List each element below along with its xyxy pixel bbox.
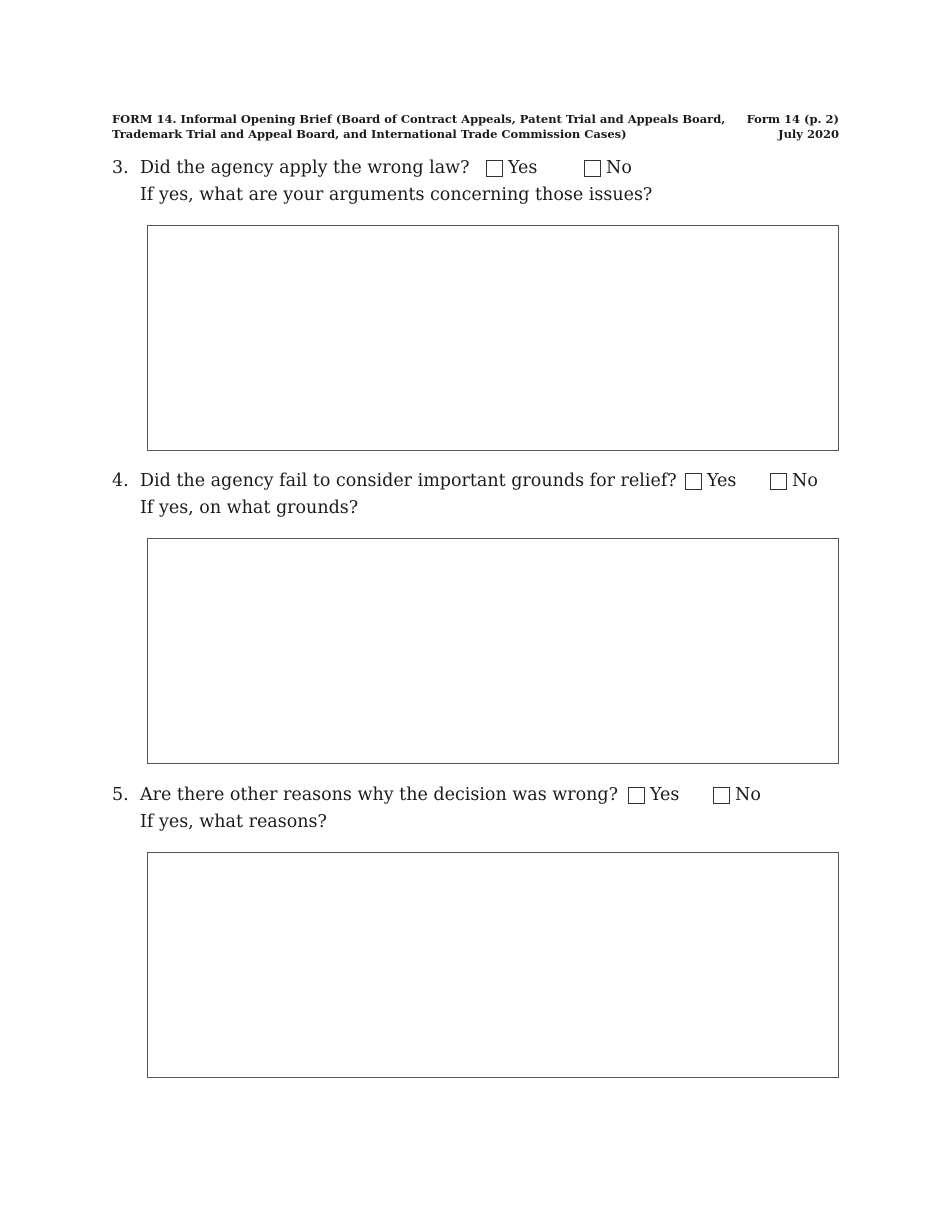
question-5-text: Are there other reasons why the decision was wrong? bbox=[140, 785, 618, 805]
question-3-yes-option[interactable] bbox=[486, 155, 537, 182]
question-3-answer-box[interactable] bbox=[147, 225, 839, 451]
question-4-yes-label: Yes bbox=[707, 471, 737, 491]
question-4-followup: If yes, on what grounds? bbox=[140, 498, 359, 518]
question-4-text: Did the agency fail to consider important grounds for relief? bbox=[140, 471, 677, 491]
question-3-yes-label: Yes bbox=[508, 158, 538, 178]
question-3-followup: If yes, what are your arguments concerning those issues? bbox=[140, 185, 653, 205]
question-5-number: 5. bbox=[112, 785, 129, 805]
question-5-followup: If yes, what reasons? bbox=[140, 812, 327, 832]
form-title-line-1: FORM 14. Informal Opening Brief (Board of Contract Appeals, Patent Trial and Appeals Board, bbox=[112, 112, 726, 126]
question-4-answer-box[interactable] bbox=[147, 538, 839, 764]
form-title-line-2: Trademark Trial and Appeal Board, and International Trade Commission Cases) bbox=[112, 127, 627, 141]
question-3-no-checkbox[interactable] bbox=[584, 160, 601, 177]
form-date: July 2020 bbox=[778, 127, 839, 141]
question-4-yes-option[interactable] bbox=[685, 468, 736, 495]
question-5-yes-option[interactable] bbox=[628, 782, 679, 809]
question-3 bbox=[112, 155, 652, 209]
question-5-yes-checkbox[interactable] bbox=[628, 787, 645, 804]
question-5-answer-box[interactable] bbox=[147, 852, 839, 1078]
question-3-text: Did the agency apply the wrong law? bbox=[140, 158, 470, 178]
form-title bbox=[112, 112, 725, 142]
question-4-no-checkbox[interactable] bbox=[770, 473, 787, 490]
question-4-no-label: No bbox=[792, 471, 818, 491]
question-4-no-option[interactable] bbox=[770, 468, 818, 495]
form-page-info bbox=[747, 112, 839, 142]
question-4-number: 4. bbox=[112, 471, 129, 491]
form-page-number: Form 14 (p. 2) bbox=[746, 112, 839, 126]
question-3-number: 3. bbox=[112, 158, 129, 178]
question-3-no-label: No bbox=[606, 158, 632, 178]
question-5-no-label: No bbox=[735, 785, 761, 805]
question-5-yes-label: Yes bbox=[650, 785, 680, 805]
question-3-no-option[interactable] bbox=[584, 155, 632, 182]
question-5 bbox=[112, 782, 761, 836]
question-4-yes-checkbox[interactable] bbox=[685, 473, 702, 490]
question-5-no-checkbox[interactable] bbox=[713, 787, 730, 804]
question-5-no-option[interactable] bbox=[713, 782, 761, 809]
question-3-yes-checkbox[interactable] bbox=[486, 160, 503, 177]
question-4 bbox=[112, 468, 818, 522]
